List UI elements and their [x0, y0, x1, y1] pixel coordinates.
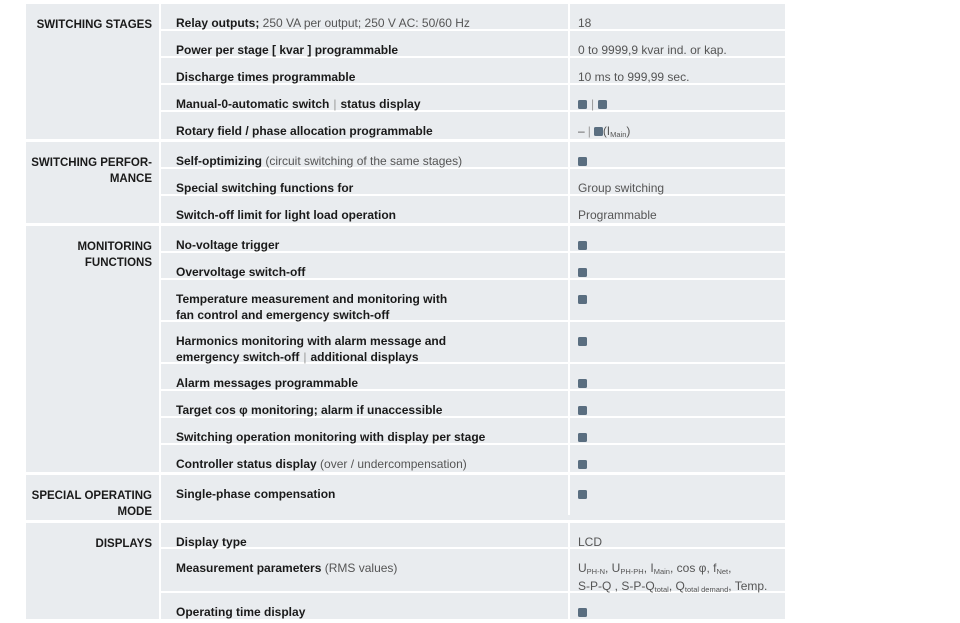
feature-rows: [161, 226, 785, 472]
available-square-icon: [578, 490, 587, 499]
value-text: LCD: [578, 535, 603, 549]
subscript: Net: [716, 567, 729, 576]
value-cell: [570, 58, 785, 83]
separator: |: [591, 97, 595, 111]
group-3: [26, 475, 785, 523]
feature-text: Rotary field / phase allocation programmable: [176, 124, 433, 138]
table-row: [161, 322, 785, 364]
value-cell: [570, 475, 785, 515]
value-text: , Q: [668, 579, 685, 593]
value-text: , I: [643, 561, 654, 575]
available-square-icon: [578, 241, 587, 250]
category-text: MONITORING FUNCTIONS: [77, 241, 152, 269]
value-text: , cos φ, f: [669, 561, 717, 575]
value-cell: [570, 445, 785, 472]
table-row: [161, 593, 785, 619]
feature-text: Controller status display: [176, 457, 317, 471]
feature-text: Switch-off limit for light load operation: [176, 208, 396, 222]
value-cell: [570, 418, 785, 443]
feature-text: fan control and emergency switch-off: [176, 307, 390, 322]
value-text: Group switching: [578, 181, 665, 195]
category-text: SWITCHING STAGES: [36, 19, 152, 31]
feature-cell: [161, 523, 570, 547]
table-row: [161, 85, 785, 112]
table-row: [161, 196, 785, 223]
value-text: ,: [728, 561, 732, 575]
available-square-icon: [578, 337, 587, 346]
value-cell: [570, 142, 785, 167]
value-text: (I: [602, 124, 611, 138]
value-cell: [570, 226, 785, 251]
value-text: 18: [578, 16, 592, 30]
feature-text: Alarm messages programmable: [176, 376, 359, 390]
feature-text: Overvoltage switch-off: [176, 265, 306, 279]
feature-cell: [161, 226, 570, 251]
separator: |: [303, 349, 307, 364]
value-text: 10 ms to 999,99 sec.: [578, 70, 690, 84]
available-square-icon: [578, 379, 587, 388]
feature-text: Special switching functions for: [176, 181, 354, 195]
feature-text: Switching operation monitoring with display per stage: [176, 430, 486, 444]
feature-text: No-voltage trigger: [176, 238, 280, 252]
feature-text: Single-phase compensation: [176, 487, 336, 501]
feature-cell: [161, 142, 570, 167]
feature-text: Power per stage [ kvar ] programmable: [176, 43, 399, 57]
feature-text: Operating time display: [176, 605, 306, 619]
feature-text: Temperature measurement and monitoring with: [176, 292, 448, 306]
value-cell: [570, 364, 785, 389]
value-cell: [570, 31, 785, 56]
value-cell: [570, 391, 785, 416]
feature-cell: [161, 31, 570, 56]
value-cell: [570, 253, 785, 278]
available-square-icon: [578, 460, 587, 469]
group-2: [26, 226, 785, 475]
available-square-icon: [598, 100, 607, 109]
available-square-icon: [578, 433, 587, 442]
subscript: total: [654, 585, 669, 594]
value-text: 0 to 9999,9 kvar ind. or kap.: [578, 43, 727, 57]
table-row: [161, 169, 785, 196]
table-row: [161, 112, 785, 139]
value-cell: [570, 4, 785, 29]
feature-cell: [161, 593, 570, 619]
value-cell: [570, 112, 785, 139]
value-cell: [570, 169, 785, 194]
subscript: Main: [653, 567, 670, 576]
feature-text: (RMS values): [321, 561, 398, 575]
subscript: PH-PH: [620, 567, 644, 576]
table-row: [161, 549, 785, 593]
category-label: [26, 142, 161, 223]
feature-cell: [161, 391, 570, 416]
table-row: [161, 523, 785, 549]
feature-cell: [161, 475, 570, 515]
feature-rows: [161, 523, 785, 619]
feature-text: Target cos φ monitoring; alarm if unaccessible: [176, 403, 443, 417]
feature-cell: [161, 169, 570, 194]
separator: |: [587, 124, 591, 138]
table-row: [161, 280, 785, 322]
available-square-icon: [578, 100, 587, 109]
available-square-icon: [578, 295, 587, 304]
value-text: , Temp.: [728, 579, 768, 593]
feature-cell: [161, 58, 570, 83]
value-cell: [570, 280, 785, 320]
table-row: [161, 226, 785, 253]
feature-text: Measurement parameters: [176, 561, 322, 575]
value-text: U: [578, 561, 587, 575]
separator: |: [333, 97, 337, 111]
table-row: [161, 391, 785, 418]
table-row: [161, 31, 785, 58]
group-1: [26, 142, 785, 226]
category-label: [26, 4, 161, 139]
value-text: ): [626, 124, 631, 138]
feature-text: (circuit switching of the same stages): [262, 154, 463, 168]
table-row: [161, 58, 785, 85]
category-text: SWITCHING PERFOR- MANCE: [31, 157, 152, 185]
feature-cell: [161, 280, 570, 320]
value-text: S-P-Q , S-P-Q: [578, 579, 655, 593]
feature-cell: [161, 4, 570, 29]
table-row: [161, 253, 785, 280]
available-square-icon: [578, 608, 587, 617]
available-square-icon: [578, 268, 587, 277]
available-square-icon: [578, 157, 587, 166]
category-label: [26, 523, 161, 619]
feature-text: Relay outputs;: [176, 16, 260, 30]
table-row: [161, 445, 785, 472]
dash-text: –: [578, 124, 585, 138]
value-text: , U: [605, 561, 621, 575]
feature-text: (over / undercompensation): [316, 457, 467, 471]
feature-text: Self-optimizing: [176, 154, 262, 168]
category-label: [26, 226, 161, 472]
table-row: [161, 142, 785, 169]
feature-cell: [161, 445, 570, 472]
table-row: [161, 418, 785, 445]
value-text: Programmable: [578, 208, 657, 222]
feature-text: Display type: [176, 535, 247, 549]
value-line: [578, 561, 777, 579]
feature-text: 250 VA per output; 250 V AC: 50/60 Hz: [259, 16, 470, 30]
value-cell: [570, 549, 785, 594]
table-row: [161, 364, 785, 391]
feature-cell: [161, 549, 570, 591]
subscript: total demand: [684, 585, 729, 594]
feature-rows: [161, 142, 785, 223]
feature-text: emergency switch-off: [176, 349, 300, 364]
feature-cell: [161, 418, 570, 443]
value-cell: [570, 196, 785, 223]
feature-rows: [161, 4, 785, 139]
value-cell: [570, 593, 785, 619]
category-text: SPECIAL OPERATING MODE: [31, 490, 152, 518]
feature-cell: [161, 253, 570, 278]
value-cell: [570, 322, 785, 362]
feature-text: additional displays: [310, 349, 419, 364]
feature-cell: [161, 364, 570, 389]
feature-cell: [161, 85, 570, 110]
value-cell: [570, 523, 785, 547]
feature-cell: [161, 322, 570, 362]
subscript: PH-N: [586, 567, 606, 576]
feature-cell: [161, 112, 570, 139]
spec-table: [26, 4, 785, 619]
group-0: [26, 4, 785, 142]
table-row: [161, 4, 785, 31]
feature-text: Harmonics monitoring with alarm message and: [176, 334, 447, 348]
available-square-icon: [594, 127, 603, 136]
feature-text: status display: [340, 97, 421, 111]
subscript: Main: [610, 130, 627, 139]
feature-cell: [161, 196, 570, 223]
table-row: [161, 475, 785, 515]
feature-rows: [161, 475, 785, 520]
feature-text: Manual-0-automatic switch: [176, 97, 330, 111]
value-cell: [570, 85, 785, 110]
category-text: DISPLAYS: [95, 538, 152, 550]
feature-text: Discharge times programmable: [176, 70, 356, 84]
available-square-icon: [578, 406, 587, 415]
group-4: [26, 523, 785, 619]
category-label: [26, 475, 161, 520]
